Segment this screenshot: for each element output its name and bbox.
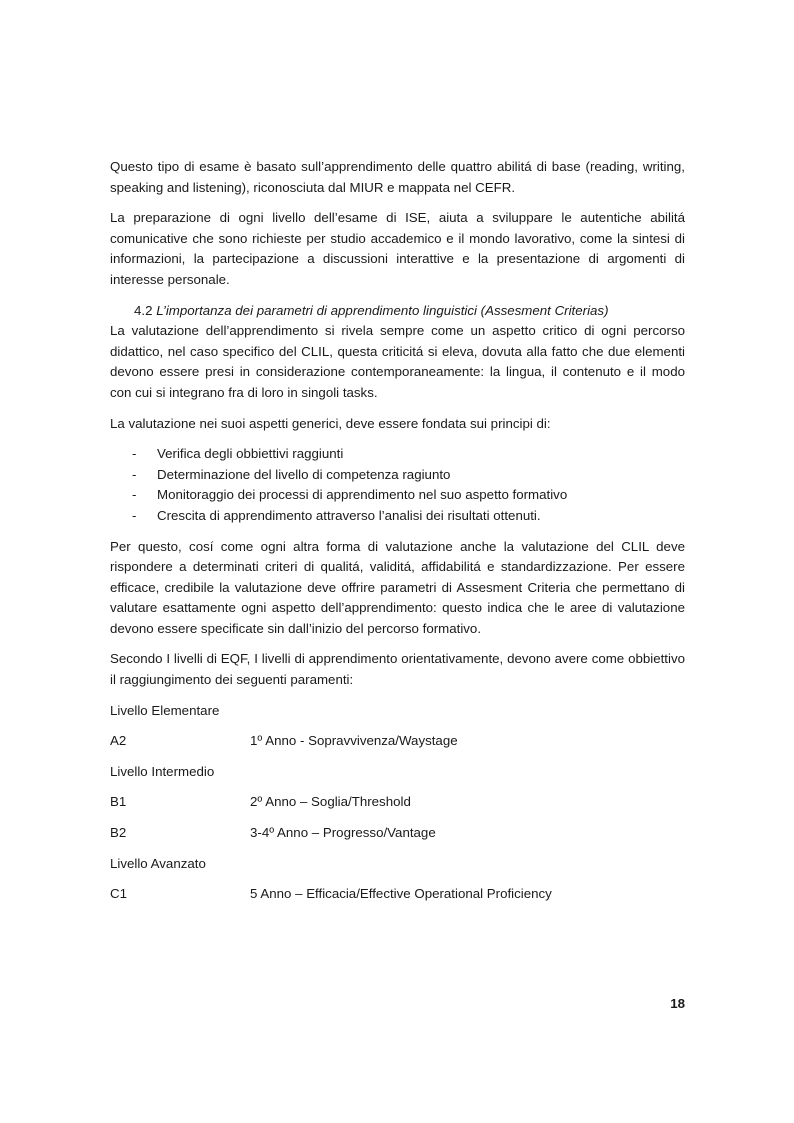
level-description: 2º Anno – Soglia/Threshold xyxy=(250,794,411,810)
list-item xyxy=(110,465,685,486)
bullet-dash: - xyxy=(132,487,137,503)
document-page xyxy=(110,157,685,915)
level-row xyxy=(110,823,685,844)
section-heading xyxy=(110,301,685,322)
level-row xyxy=(110,884,685,905)
page-number: 18 xyxy=(670,996,685,1011)
list-item-text: Crescita di apprendimento attraverso l’analisi dei risultati ottenuti. xyxy=(157,507,541,523)
list-item xyxy=(110,444,685,465)
level-row xyxy=(110,731,685,752)
list-item-text: Determinazione del livello di competenza ragiunto xyxy=(157,466,451,482)
section-paragraph: La valutazione dell’apprendimento si rivela sempre come un aspetto critico di ogni percorso didattico, nel caso specifico del CLIL, questa criticitá si eleva, dovuta alla fatto che due elementi devono essere presi in considerazione contemporaneamente: la lingua, il contenuto e il modo con cui si integrano fra di loro in singoli tasks. xyxy=(110,323,685,400)
list-item xyxy=(110,506,685,527)
intro-paragraph: Questo tipo di esame è basato sull’apprendimento delle quattro abilitá di base (reading, writing, speaking and listening), riconosciuta dal MIUR e mappata nel CEFR. xyxy=(110,159,685,195)
level-code: A2 xyxy=(110,733,127,749)
list-item xyxy=(110,485,685,506)
level-heading: Livello Elementare xyxy=(110,702,220,718)
level-code: B2 xyxy=(110,825,127,841)
body-paragraph: Secondo I livelli di EQF, I livelli di apprendimento orientativamente, devono avere come obbiettivo il raggiungimento dei seguenti paramenti: xyxy=(110,651,685,688)
level-heading: Livello Avanzato xyxy=(110,855,206,871)
bullet-dash: - xyxy=(132,446,137,462)
list-item-text: Verifica degli obbiettivi raggiunti xyxy=(157,446,344,462)
section-paragraph: La valutazione nei suoi aspetti generici, deve essere fondata sui principi di: xyxy=(110,415,551,431)
level-code: B1 xyxy=(110,794,127,810)
principles-list xyxy=(110,444,685,526)
level-description: 3-4º Anno – Progresso/Vantage xyxy=(250,825,436,841)
level-heading: Livello Intermedio xyxy=(110,763,215,779)
level-description: 5 Anno – Efficacia/Effective Operational Proficiency xyxy=(250,886,552,902)
level-code: C1 xyxy=(110,886,127,902)
level-description: 1º Anno - Sopravvivenza/Waystage xyxy=(250,733,458,749)
body-paragraph: Per questo, cosí come ogni altra forma di valutazione anche la valutazione del CLIL deve rispondere a determinati criteri di qualitá, validitá, affidabilitá e standardizzazione. Per essere efficace, credibile la valutazione deve offrire parametri di Assesment Criteria che permettano di valutare esattamente ogni aspetto dell’apprendimento: questo indica che le aree di valutazione devono essere specificate sin dall’inizio del percorso formativo. xyxy=(110,538,685,636)
bullet-dash: - xyxy=(132,507,137,523)
list-item-text: Monitoraggio dei processi di apprendimento nel suo aspetto formativo xyxy=(157,487,568,503)
bullet-dash: - xyxy=(132,466,137,482)
intro-paragraph: La preparazione di ogni livello dell’esame di ISE, aiuta a sviluppare le autentiche abilitá comunicative che sono richieste per studio accademico e il mondo lavorativo, come la sintesi di informazioni, la partecipazione a discussioni interattive e la presentazione di argomenti di interesse personale. xyxy=(110,210,685,287)
level-row xyxy=(110,792,685,813)
section-number: 4.2 xyxy=(134,302,153,318)
section-title: L’importanza dei parametri di apprendimento linguistici (Assesment Criterias) xyxy=(156,302,609,318)
